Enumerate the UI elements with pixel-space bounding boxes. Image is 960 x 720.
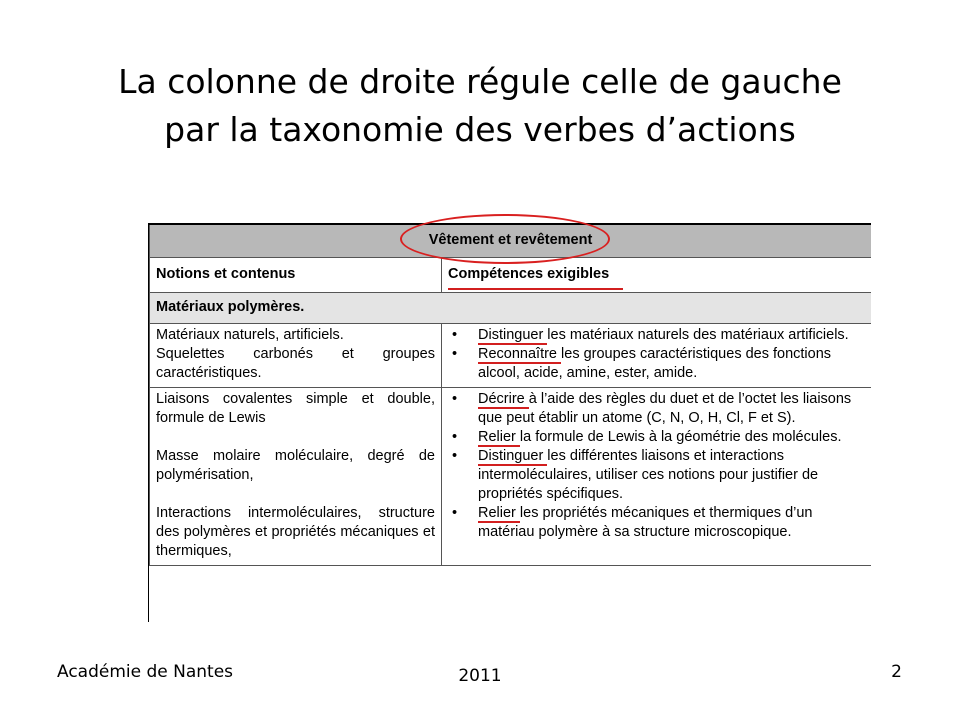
curriculum-table	[149, 223, 871, 566]
competences-list	[448, 326, 865, 383]
competence-text: la formule de Lewis à la géométrie des molécules.	[515, 429, 842, 445]
notion-text: Matériaux naturels, artificiels.	[156, 327, 344, 343]
list-item	[448, 390, 865, 428]
list-item	[448, 428, 865, 447]
slide-title-line-1: La colonne de droite régule celle de gauche	[118, 62, 842, 101]
competence-text: les matériaux naturels des matériaux artificiels.	[543, 327, 849, 343]
competence-text: à l’aide des règles du duet et de l’octet les liaisons que peut établir un atome (C, N, O, H, Cl, F et S).	[478, 391, 852, 426]
list-item	[448, 447, 865, 504]
slide-title-line-2: par la taxonomie des verbes d’actions	[164, 110, 796, 149]
table-row	[150, 324, 872, 388]
page-number: 2	[891, 662, 902, 682]
action-verb: Relier	[478, 505, 516, 521]
footer-year: 2011	[458, 666, 502, 686]
notions-cell	[150, 324, 442, 388]
competences-cell	[442, 388, 872, 566]
section-row	[150, 293, 872, 324]
section-title: Matériaux polymères.	[150, 293, 872, 324]
list-item	[448, 326, 865, 345]
curriculum-table-excerpt	[148, 223, 871, 622]
footer-academy: Académie de Nantes	[57, 662, 234, 682]
competence-text: les propriétés mécaniques et thermiques d’un matériau polymère à sa structure microscopique.	[478, 505, 813, 540]
competence-text: les différentes liaisons et interactions intermoléculaires, utiliser ces notions pour justifier de propriétés spécifiques.	[478, 448, 819, 502]
competences-label: Compétences exigibles	[448, 265, 610, 282]
action-verb: Reconnaître	[478, 346, 557, 362]
list-item	[448, 345, 865, 383]
action-verb: Décrire	[478, 391, 525, 407]
table-row	[150, 388, 872, 566]
competences-list	[448, 390, 865, 542]
action-verb: Distinguer	[478, 448, 544, 464]
notion-text: Squelettes carbonés et groupes caractéristiques.	[156, 346, 435, 381]
competence-text: les groupes caractéristiques des fonctions alcool, acide, amine, ester, amide.	[478, 346, 832, 381]
red-highlight-ellipse	[400, 214, 610, 264]
action-verb: Relier	[478, 429, 516, 445]
notion-text: Interactions intermoléculaires, structure des polymères et propriétés mécaniques et thermiques,	[156, 505, 435, 559]
column-header-notions: Notions et contenus	[150, 258, 442, 293]
action-verb: Distinguer	[478, 327, 544, 343]
slide-title	[40, 58, 920, 154]
notion-text: Masse molaire moléculaire, degré de polymérisation,	[156, 448, 435, 483]
notions-cell	[150, 388, 442, 566]
list-item	[448, 504, 865, 542]
competences-cell	[442, 324, 872, 388]
notion-text: Liaisons covalentes simple et double, formule de Lewis	[156, 391, 435, 426]
theme-title: Vêtement et revêtement	[150, 224, 872, 258]
